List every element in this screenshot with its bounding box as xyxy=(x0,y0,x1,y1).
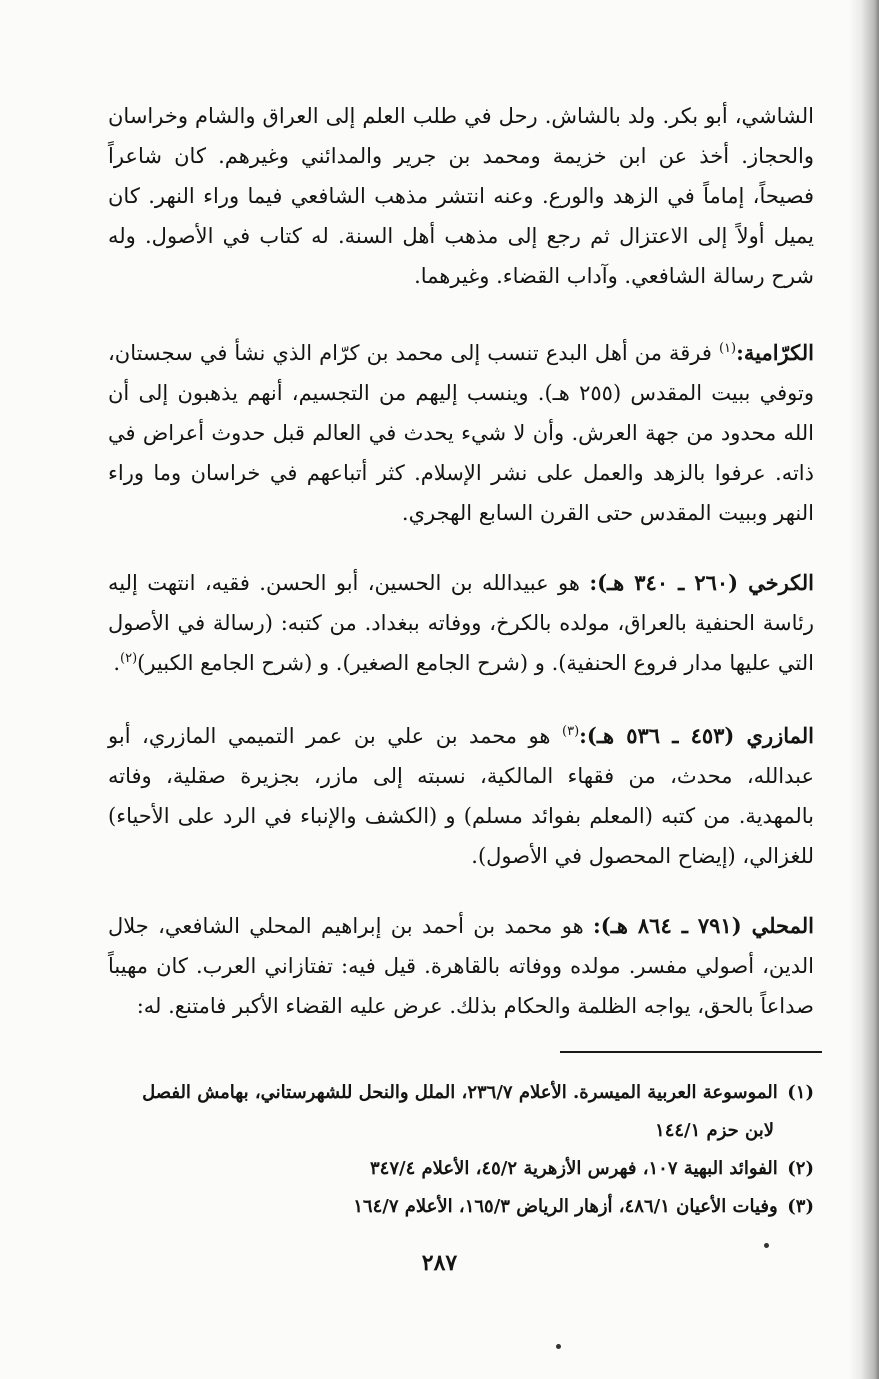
footnote-ref: (١) xyxy=(718,341,737,356)
entry-mazari xyxy=(108,716,814,876)
footnote-text: وفيات الأعيان ٤٨٦/١، أزهار الرياض ١٦٥/٣، الأعلام ١٦٤/٧ xyxy=(353,1196,778,1217)
footnote-2 xyxy=(108,1150,814,1188)
entry-text: هو محمد بن علي بن عمر التميمي المازري، أبو عبدالله، محدث، من فقهاء المالكية، نسبته إلى مازر، بجزيرة صقلية، وفاته بالمهدية. من كتبه (المعلم بفوائد مسلم) و (الكشف والإنباء في الرد على الأحياء) للغزالي، (إيضاح المحصول في الأصول). xyxy=(108,724,814,868)
footnote-text-continued: لابن حزم ١٤٤/١ xyxy=(655,1120,774,1141)
footnote-number: (٢) xyxy=(787,1158,814,1179)
entry-continuation xyxy=(108,96,814,296)
footnote-number: (١) xyxy=(787,1082,814,1103)
entry-text: هو محمد بن أحمد بن إبراهيم المحلي الشافعي، جلال الدين، أصولي مفسر. مولده ووفاته بالقاهرة. قيل فيه: تفتازاني العرب. كان مهيباً صداعاً بالحق، يواجه الظلمة والحكام بذلك. عرض عليه القضاء الأكبر فامتنع. له: xyxy=(108,914,814,1018)
footnote-ref: (٣) xyxy=(562,724,580,739)
entry-karkhi xyxy=(108,563,814,683)
entry-term: الكرّامية xyxy=(743,340,814,365)
entry-term: الكرخي (٢٦٠ ـ ٣٤٠ هـ): xyxy=(589,570,815,595)
page-number: ٢٨٧ xyxy=(421,1250,458,1276)
footnote-text: الموسوعة العربية الميسرة. الأعلام ٢٣٦/٧، الملل والنحل للشهرستاني، بهامش الفصل xyxy=(142,1082,778,1103)
footnote-ref: (٢) xyxy=(120,651,138,666)
scan-speck xyxy=(556,1344,561,1349)
page-edge-shadow xyxy=(849,0,879,1379)
entry-text-end: . xyxy=(113,651,120,675)
footnote-3 xyxy=(108,1188,814,1226)
footnote-number: (٣) xyxy=(787,1196,814,1217)
entry-text: الشاشي، أبو بكر. ولد بالشاش. رحل في طلب العلم إلى العراق والشام وخراسان والحجاز. أخذ عن ابن خزيمة ومحمد بن جرير والمدائني وغيرهم. كان شاعراً فصيحاً، إماماً في الزهد والورع. وعنه انتشر مذهب الشافعي فيما وراء النهر. كان يميل أولاً إلى الاعتزال ثم رجع إلى مذهب أهل السنة. له كتاب في الأصول. وله شرح رسالة الشافعي. وآداب القضاء. وغيرهما. xyxy=(108,104,814,288)
entry-mahalli xyxy=(108,906,814,1026)
scan-speck xyxy=(764,1243,769,1248)
entry-term: المازري (٤٥٣ ـ ٥٣٦ هـ): xyxy=(579,723,814,748)
entry-text: فرقة من أهل البدع تنسب إلى محمد بن كرّام الذي نشأ في سجستان، وتوفي ببيت المقدس (٢٥٥ هـ). وينسب إليهم من التجسيم، أنهم يذهبون إلى أن الله محدود من جهة العرش. وأن لا شيء يحدث في العالم قبل حدوث أعراض في ذاته. عرفوا بالزهد والعمل على نشر الإسلام. كثر أتباعهم في خراسان وما وراء النهر وببيت المقدس حتى القرن السابع الهجري. xyxy=(108,341,814,525)
footnote-text: الفوائد البهية ١٠٧، فهرس الأزهرية ٤٥/٢، الأعلام ٣٤٧/٤ xyxy=(369,1158,778,1179)
footnotes xyxy=(108,1074,814,1226)
footnote-separator xyxy=(560,1051,822,1053)
entry-term-suffix: : xyxy=(736,340,744,365)
entry-term: المحلي (٧٩١ ـ ٨٦٤ هـ): xyxy=(593,913,814,938)
footnote-1 xyxy=(108,1074,814,1150)
entry-karramiya xyxy=(108,333,814,533)
entry-text: هو عبيدالله بن الحسين، أبو الحسن. فقيه، انتهت إليه رئاسة الحنفية بالعراق، مولده بالكرخ، ووفاته ببغداد. من كتبه: (رسالة في الأصول التي عليها مدار فروع الحنفية). و (شرح الجامع الصغير). و (شرح الجامع الكبير) xyxy=(108,571,814,675)
